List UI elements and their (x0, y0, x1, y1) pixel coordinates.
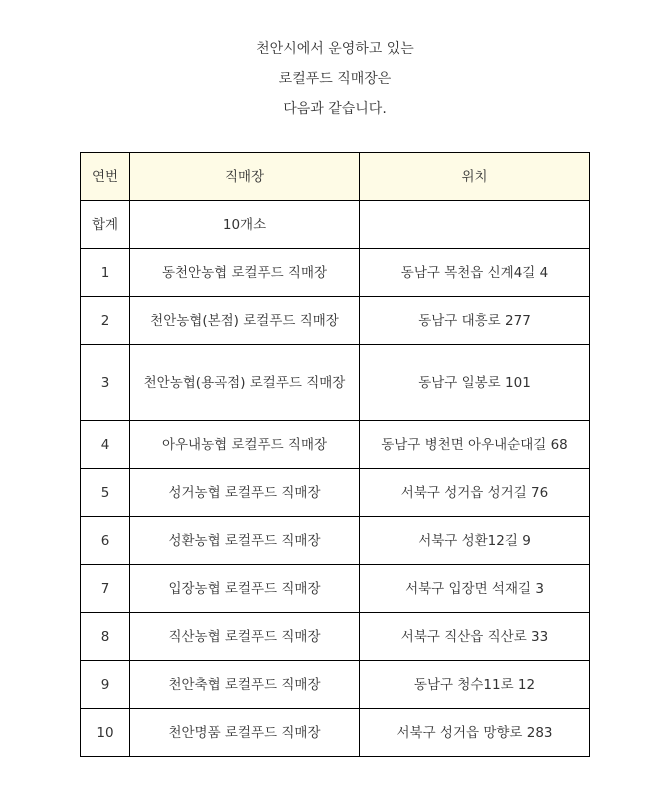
table-row (81, 709, 590, 757)
row-number: 2 (81, 297, 130, 345)
row-number: 9 (81, 661, 130, 709)
row-number: 3 (81, 345, 130, 421)
row-store: 천안명품 로컬푸드 직매장 (130, 709, 360, 757)
row-location: 서북구 성거읍 성거길 76 (360, 469, 590, 517)
row-location: 서북구 성환12길 9 (360, 517, 590, 565)
row-number: 6 (81, 517, 130, 565)
store-table (80, 152, 590, 757)
row-store: 아우내농협 로컬푸드 직매장 (130, 421, 360, 469)
total-location (360, 201, 590, 249)
intro-line: 로컬푸드 직매장은 (278, 71, 392, 87)
row-store: 동천안농협 로컬푸드 직매장 (130, 249, 360, 297)
table-row (81, 421, 590, 469)
row-number: 1 (81, 249, 130, 297)
intro-text (0, 34, 670, 124)
row-location: 동남구 대흥로 277 (360, 297, 590, 345)
row-number: 5 (81, 469, 130, 517)
header-store: 직매장 (130, 153, 360, 201)
header-location: 위치 (360, 153, 590, 201)
row-location: 동남구 목천읍 신계4길 4 (360, 249, 590, 297)
table-row (81, 661, 590, 709)
table-header-row (81, 153, 590, 201)
table-row (81, 469, 590, 517)
table-row (81, 613, 590, 661)
table-row (81, 249, 590, 297)
row-number: 4 (81, 421, 130, 469)
row-location: 서북구 직산읍 직산로 33 (360, 613, 590, 661)
row-number: 7 (81, 565, 130, 613)
row-store: 천안농협(본점) 로컬푸드 직매장 (130, 297, 360, 345)
row-number: 8 (81, 613, 130, 661)
row-store: 직산농협 로컬푸드 직매장 (130, 613, 360, 661)
table-row (81, 565, 590, 613)
total-row (81, 201, 590, 249)
row-number: 10 (81, 709, 130, 757)
total-count: 10개소 (130, 201, 360, 249)
row-location: 동남구 병천면 아우내순대길 68 (360, 421, 590, 469)
table-row (81, 517, 590, 565)
row-store: 성거농협 로컬푸드 직매장 (130, 469, 360, 517)
row-store: 입장농협 로컬푸드 직매장 (130, 565, 360, 613)
row-store: 성환농협 로컬푸드 직매장 (130, 517, 360, 565)
row-location: 동남구 청수11로 12 (360, 661, 590, 709)
intro-line: 다음과 같습니다. (283, 101, 387, 117)
row-store: 천안농협(용곡점) 로컬푸드 직매장 (130, 345, 360, 421)
row-location: 서북구 성거읍 망향로 283 (360, 709, 590, 757)
header-number: 연번 (81, 153, 130, 201)
row-store: 천안축협 로컬푸드 직매장 (130, 661, 360, 709)
table-row (81, 345, 590, 421)
row-location: 동남구 일봉로 101 (360, 345, 590, 421)
table-row (81, 297, 590, 345)
row-location: 서북구 입장면 석재길 3 (360, 565, 590, 613)
intro-line: 천안시에서 운영하고 있는 (256, 41, 414, 57)
total-label: 합계 (81, 201, 130, 249)
